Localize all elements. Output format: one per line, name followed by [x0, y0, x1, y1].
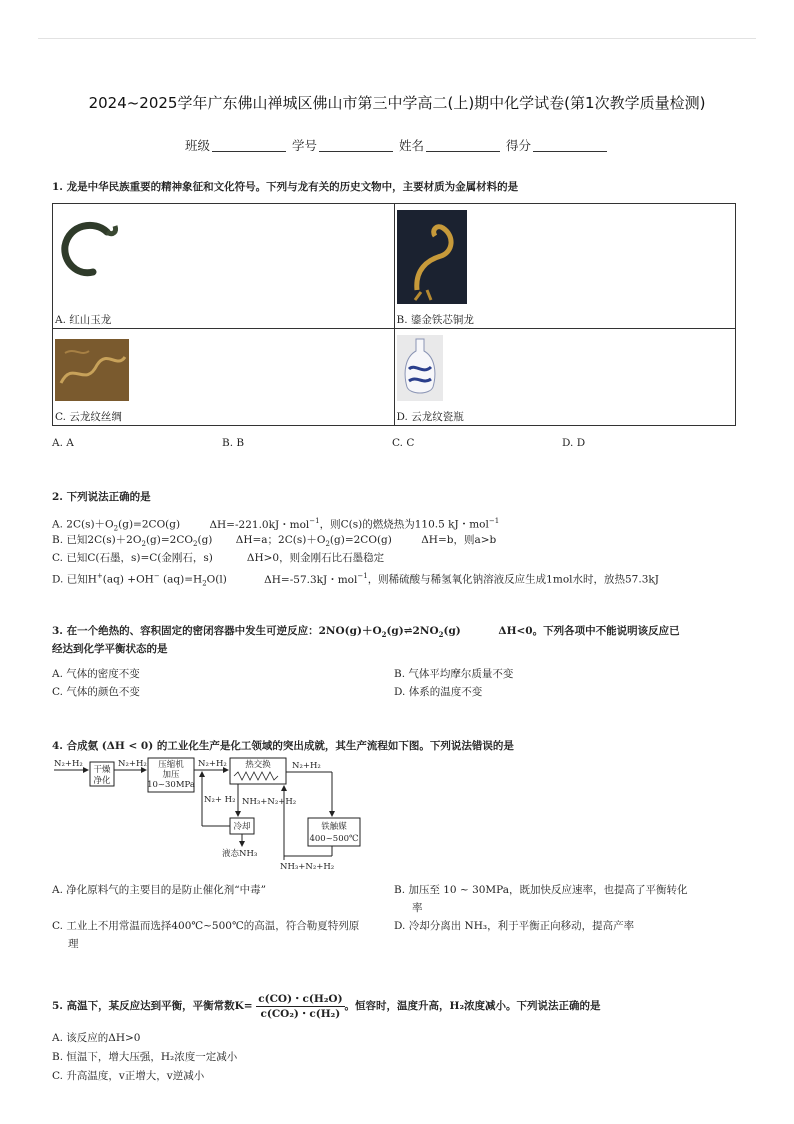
q3-option-c[interactable]: C. 气体的颜色不变	[52, 686, 140, 698]
jade-dragon-image	[55, 210, 125, 280]
q1-answer-d[interactable]: D. D	[562, 437, 586, 449]
q1-answer-b[interactable]: B. B	[222, 437, 245, 449]
class-blank[interactable]	[212, 139, 286, 152]
catalyst-label-2: 400~500℃	[309, 834, 359, 844]
q1-cell-b	[394, 204, 736, 329]
q4-stem: 4. 合成氨 (ΔH < 0) 的工业化生产是化工领域的突出成就，其生产流程如下图。下列说法错误的是	[52, 740, 514, 752]
flow-input-label: N₂+H₂	[54, 759, 83, 769]
compressor-label-2: 加压	[162, 770, 180, 780]
student-info	[0, 136, 794, 154]
q4-option-c-cont: 理	[68, 938, 79, 950]
flow-label-1: N₂+H₂	[118, 759, 147, 769]
q4-option-d[interactable]: D. 冷却分离出 NH₃，利于平衡正向移动，提高产率	[394, 920, 635, 932]
q1-cell-d	[394, 329, 736, 426]
q1-option-a-label: A. 红山玉龙	[55, 314, 112, 326]
liquid-ammonia-label: 液态NH₃	[222, 849, 258, 859]
q1-option-c-label: C. 云龙纹丝绸	[55, 411, 122, 423]
q1-stem: 1. 龙是中华民族重要的精神象征和文化符号。下列与龙有关的历史文物中，主要材质为金属材料的是	[52, 181, 519, 193]
score-label: 得分	[505, 138, 531, 153]
number-blank[interactable]	[319, 139, 393, 152]
q2-option-c[interactable]: C. 已知C(石墨，s)=C(金刚石，s) ΔH>0，则金刚石比石墨稳定	[52, 552, 385, 564]
q4-option-b-cont: 率	[412, 902, 423, 914]
q2-option-a[interactable]: A. $2C(s)+O_2(g)=2CO(g)$ ΔH=-221.0kJ・mol$^{-1}$，则C(s)的燃烧热为110.5 kJ・mol$^{-1}$	[52, 517, 500, 533]
q5-option-b[interactable]: B. 恒温下，增大压强，H₂浓度一定减小	[52, 1051, 238, 1063]
heat-exchanger-label: 热交换	[245, 760, 271, 770]
score-blank[interactable]	[533, 139, 607, 152]
q3-stem: 3. 在一个绝热的、容积固定的密闭容器中发生可逆反应：$2NO(g)+O_2(g)\rightleftharpoons 2NO_2(g)$ ΔH<0。下列各项中不能说明该反应已	[52, 625, 680, 640]
q5-stem: 5. 高温下，某反应达到平衡，平衡常数K= $\frac{\text{c(CO)・c(H₂O)}}{\text{c(CO₂)・c(H₂)}}$ 。恒容时，温度升高，H₂浓度减小。下列说法正确的是	[52, 992, 601, 1020]
equilibrium-constant-fraction: $\frac{\text{c(CO)・c(H₂O)}}{\text{c(CO₂)・c(H₂)}}$	[258, 992, 343, 1020]
q5-option-a[interactable]: A. 该反应的ΔH>0	[52, 1032, 141, 1044]
q1-option-b-label: B. 鎏金铁芯铜龙	[396, 314, 474, 326]
flow-label-mix-1: NH₃+N₂+H₂	[242, 797, 297, 807]
q1-cell-c	[53, 329, 395, 426]
q2-stem: 2. 下列说法正确的是	[52, 491, 151, 503]
q1-option-d-label: D. 云龙纹瓷瓶	[396, 411, 464, 423]
compressor-label-1: 压缩机	[158, 760, 184, 770]
haber-process-flowchart	[52, 756, 372, 874]
q1-cell-a	[53, 204, 395, 329]
catalyst-label-1: 铁触媒	[321, 822, 347, 832]
class-label: 班级	[184, 138, 210, 153]
q3-option-b[interactable]: B. 气体平均摩尔质量不变	[394, 668, 514, 680]
dry-box-label-1: 干燥	[93, 765, 111, 775]
q3-option-a[interactable]: A. 气体的密度不变	[52, 668, 140, 680]
q1-image-table	[52, 203, 736, 426]
q2-option-d[interactable]: D. 已知H+(aq) +OH− $(aq)=H_2O(l)$ ΔH=-57.3kJ・mol$^{-1}$，则稀硫酸与稀氢氧化钠溶液反应生成1mol水时，放热57.3kJ	[52, 572, 659, 588]
q3-option-d[interactable]: D. 体系的温度不变	[394, 686, 483, 698]
cooler-label: 冷却	[233, 822, 251, 832]
name-label: 姓名	[398, 138, 424, 153]
porcelain-vase-image	[397, 335, 443, 401]
flow-label-recycle: N₂+ H₂	[204, 795, 236, 805]
q1-answer-a[interactable]: A. A	[52, 437, 74, 449]
page-title: 2024~2025学年广东佛山禅城区佛山市第三中学高二(上)期中化学试卷(第1次教学质量检测)	[88, 94, 706, 112]
dry-box-label-2: 净化	[93, 776, 111, 786]
q1-answer-c[interactable]: C. C	[392, 437, 415, 449]
flow-label-2: N₂+H₂	[198, 759, 227, 769]
flow-label-3: N₂+H₂	[292, 761, 321, 771]
q4-option-a[interactable]: A. 净化原料气的主要目的是防止催化剂“中毒”	[52, 884, 266, 896]
q4-option-b[interactable]: B. 加压至 10 ~ 30MPa，既加快反应速率，也提高了平衡转化	[394, 884, 688, 896]
gilt-dragon-image	[397, 210, 467, 304]
q4-option-c[interactable]: C. 工业上不用常温而选择400℃~500℃的高温，符合勒夏特列原	[52, 920, 360, 932]
flow-label-mix-2: NH₃+N₂+H₂	[280, 862, 335, 872]
q5-option-c[interactable]: C. 升高温度，v正增大，v逆减小	[52, 1070, 205, 1082]
name-blank[interactable]	[426, 139, 500, 152]
silk-dragon-image	[55, 339, 129, 401]
q3-stem-cont: 经达到化学平衡状态的是	[52, 643, 168, 655]
number-label: 学号	[291, 138, 317, 153]
header-rule	[38, 38, 756, 39]
compressor-label-3: 10~30MPa	[147, 780, 195, 790]
q2-option-b[interactable]: B. 已知$2C(s)+2O_2(g)=2CO_2(g)$ ΔH=a；$2C(s)+O_2(g)=2CO(g)$ ΔH=b，则a>b	[52, 534, 497, 549]
